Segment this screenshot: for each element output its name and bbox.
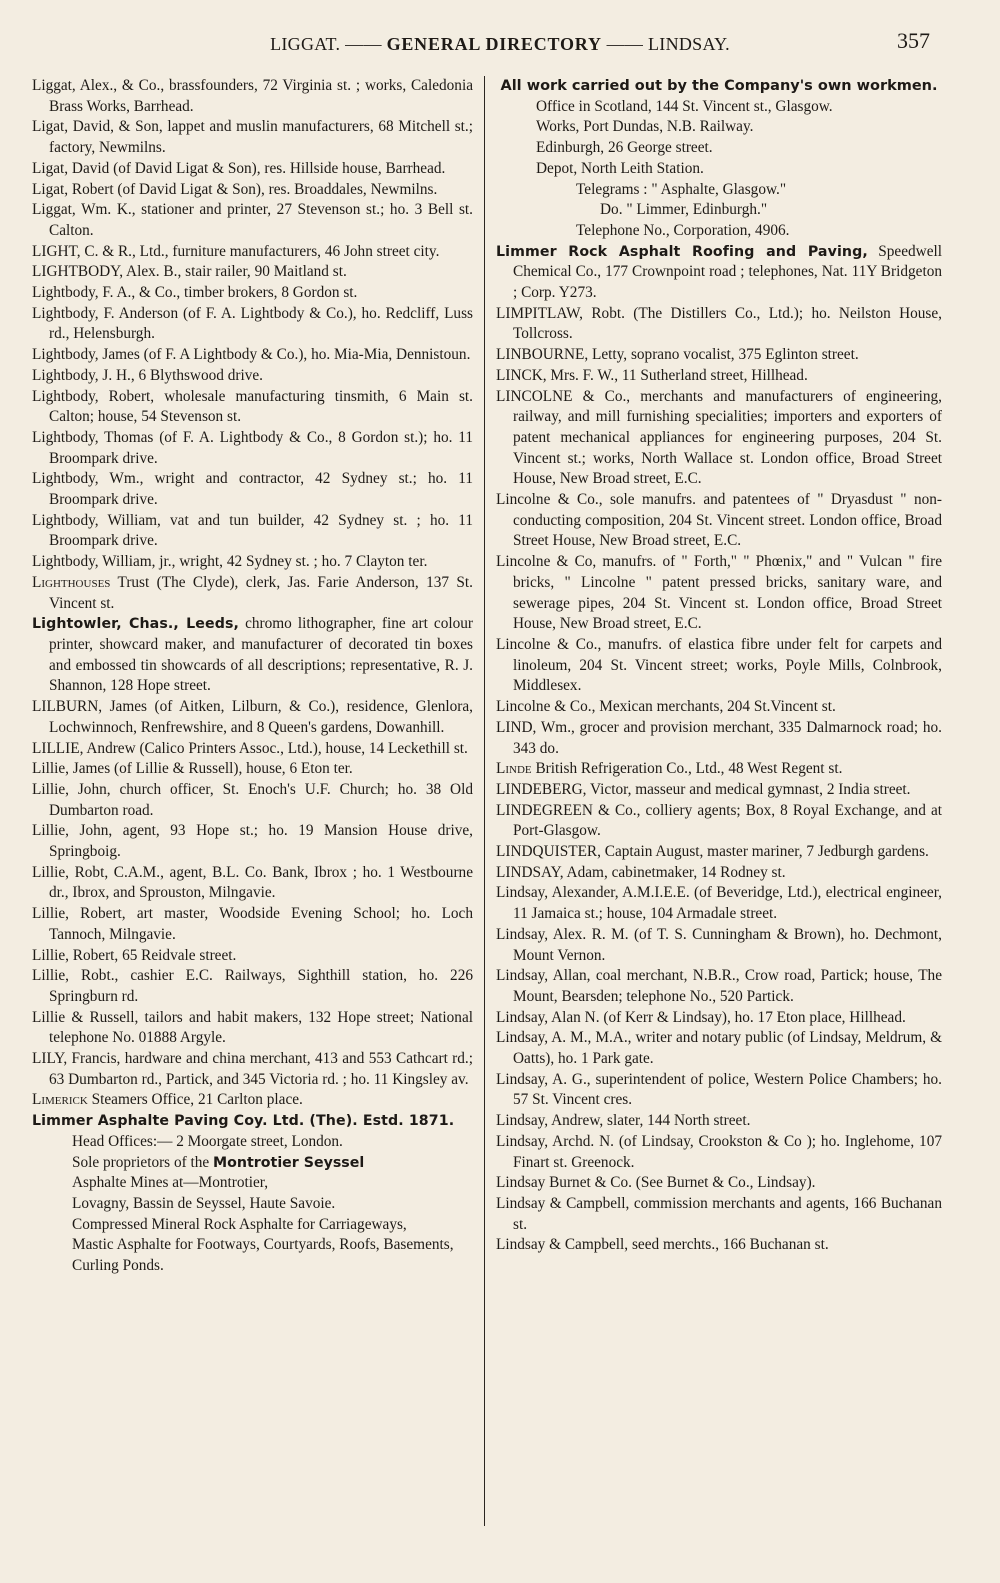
directory-entry: Ligat, David, & Son, lappet and muslin manufacturers, 68 Mitchell st.; factory, Newmilns.: [32, 118, 473, 157]
directory-entry: LILBURN, James (of Aitken, Lilburn, & Co.), residence, Glenlora, Lochwinnoch, Renfrewshire, and 8 Queen's gardens, Dowanhill.: [32, 698, 473, 736]
directory-entry: LINBOURNE, Letty, soprano vocalist, 375 Eglinton street.: [496, 346, 859, 364]
directory-entry: LIGHT, C. & R., Ltd., furniture manufacturers, 46 John street city.: [32, 242, 440, 260]
directory-entry: LILY, Francis, hardware and china merchant, 413 and 553 Cathcart rd.; 63 Dumbarton rd., Partick, and 345 Victoria rd. ; ho. 11 Kingsley av.: [32, 1050, 473, 1088]
entry-name: Linde: [496, 760, 532, 778]
advert-line: Compressed Mineral Rock Asphalte for Carriageways,: [72, 1215, 407, 1233]
entry-details: Steamers Office, 21 Carlton place.: [87, 1091, 303, 1109]
directory-entry: Lillie, James (of Lillie & Russell), house, 6 Eton ter.: [32, 760, 353, 778]
directory-entry: LINDEBERG, Victor, masseur and medical gymnast, 2 India street.: [496, 780, 911, 798]
advert-line: Depot, North Leith Station.: [536, 159, 704, 177]
advert-line: [32, 1153, 473, 1174]
directory-entry: Lightbody, Thomas (of F. A. Lightbody & Co., 8 Gordon st.); ho. 11 Broompark drive.: [32, 428, 473, 467]
directory-entry: Liggat, Alex., & Co., brassfounders, 72 Virginia st. ; works, Caledonia Brass Works, Barrhead.: [32, 77, 473, 115]
directory-entry: Lillie & Russell, tailors and habit makers, 132 Hope street; National telephone No. 01888 Argyle.: [32, 1008, 473, 1047]
directory-entry-linde: [496, 759, 942, 780]
directory-entry: Lightbody, F. Anderson (of F. A. Lightbody & Co.), ho. Redcliff, Luss rd., Helensburgh.: [32, 304, 473, 343]
directory-entry: Lindsay, Allan, coal merchant, N.B.R., Crow road, Partick; house, The Mount, Bearsden; telephone No., 520 Partick.: [496, 967, 942, 1005]
directory-entry-limmer-asphalte: [32, 1111, 473, 1132]
directory-entry: LINDQUISTER, Captain August, master mariner, 7 Jedburgh gardens.: [496, 843, 929, 861]
directory-entry: Lincolne & Co., sole manufrs. and patentees of " Dryasdust " non-conducting composition, 204 St. Vincent street. London office, Broad Street House, New Broad street, E.C.: [496, 491, 942, 550]
entry-name-bold: Limmer Asphalte Paving Coy. Ltd. (The). Estd. 1871.: [32, 1113, 455, 1130]
page-header: [0, 28, 1000, 62]
directory-entry-limerick: [32, 1090, 473, 1111]
running-head-title: GENERAL DIRECTORY: [386, 34, 602, 54]
directory-columns: [32, 76, 942, 1526]
entry-name-bold: Limmer Rock Asphalt Roofing and Paving,: [496, 243, 868, 260]
directory-entry-lightowler: [32, 614, 473, 697]
directory-entry: Ligat, David (of David Ligat & Son), res. Hillside house, Barrhead.: [32, 159, 446, 177]
advert-line: Mastic Asphalte for Footways, Courtyards, Roofs, Basements, Curling Ponds.: [72, 1236, 454, 1275]
directory-entry: Lightbody, Robert, wholesale manufacturing tinsmith, 6 Main st. Calton; house, 54 Stevenson st.: [32, 387, 473, 426]
advert-line: Edinburgh, 26 George street.: [536, 139, 713, 157]
advert-line: Works, Port Dundas, N.B. Railway.: [536, 118, 754, 136]
directory-entry: Lillie, Robert, art master, Woodside Evening School; ho. Loch Tannoch, Milngavie.: [32, 905, 473, 943]
directory-entry: Lightbody, F. A., & Co., timber brokers, 8 Gordon st.: [32, 284, 358, 302]
directory-entry: LINCOLNE & Co., merchants and manufacturers of engineering, railway, and mill furnishing specialities; importers and exporters of patent mechanical appliances for engineering purposes, 204 St. Vincent st.; works, North Wallace st. London office, Broad Street House, New Broad street, E.C.: [496, 387, 942, 488]
running-head-right: LINDSAY.: [647, 34, 730, 54]
directory-entry: Lightbody, William, jr., wright, 42 Sydney st. ; ho. 7 Clayton ter.: [32, 553, 428, 571]
advert-line: Head Offices:— 2 Moorgate street, London.: [72, 1132, 343, 1150]
entry-name: Lighthouses: [32, 573, 111, 591]
advert-line: Lovagny, Bassin de Seyssel, Haute Savoie.: [72, 1194, 336, 1212]
entry-details: British Refrigeration Co., Ltd., 48 West Regent st.: [531, 760, 843, 778]
directory-entry: Lillie, Robt., cashier E.C. Railways, Sighthill station, ho. 226 Springburn rd.: [32, 967, 473, 1005]
entry-name: Limerick: [32, 1091, 88, 1109]
running-head-left: LIGGAT.: [270, 34, 341, 54]
entry-details: chromo lithographer, fine art colour printer, showcard maker, and manufacturer of decorated tin boxes and embossed tin showcards of all descriptions; representative, R. J. Shannon, 128 Hope street.: [49, 615, 473, 695]
directory-entry: LINCK, Mrs. F. W., 11 Sutherland street, Hillhead.: [496, 366, 808, 384]
advert-line: Office in Scotland, 144 St. Vincent st., Glasgow.: [536, 97, 833, 115]
directory-entry: LINDSAY, Adam, cabinetmaker, 14 Rodney st.: [496, 863, 786, 881]
running-head: [0, 34, 1000, 55]
directory-entry-limmer-rock: [496, 242, 942, 304]
entry-details: Trust (The Clyde), clerk, Jas. Farie Anderson, 137 St. Vincent st.: [49, 573, 473, 612]
directory-entry: LIMPITLAW, Robt. (The Distillers Co., Ltd.); ho. Neilston House, Tollcross.: [496, 304, 942, 343]
advert-line: Telephone No., Corporation, 4906.: [576, 221, 790, 239]
directory-entry: Lindsay Burnet & Co. (See Burnet & Co., Lindsay).: [496, 1174, 816, 1192]
directory-entry: Ligat, Robert (of David Ligat & Son), res. Broaddales, Newmilns.: [32, 180, 438, 198]
left-column: [32, 76, 484, 1526]
directory-entry: LILLIE, Andrew (Calico Printers Assoc., Ltd.), house, 14 Leckethill st.: [32, 739, 468, 757]
directory-entry: Lindsay, Alan N. (of Kerr & Lindsay), ho. 17 Eton place, Hillhead.: [496, 1008, 906, 1026]
directory-entry: Lindsay & Campbell, seed merchts., 166 Buchanan st.: [496, 1236, 829, 1254]
directory-entry: LIND, Wm., grocer and provision merchant, 335 Dalmarnock road; ho. 343 do.: [496, 718, 942, 757]
directory-entry: LINDEGREEN & Co., colliery agents; Box, 8 Royal Exchange, and at Port-Glasgow.: [496, 801, 942, 840]
directory-entry: Lincolne & Co., manufrs. of elastica fibre under felt for carpets and linoleum, 204 St. Vincent street; works, Poyle Mills, Colnbrook, Middlesex.: [496, 635, 942, 695]
directory-entry: LIGHTBODY, Alex. B., stair railer, 90 Maitland st.: [32, 263, 347, 281]
running-head-rule-left: ——: [345, 34, 382, 54]
directory-entry: Lightbody, William, vat and tun builder, 42 Sydney st. ; ho. 11 Broompark drive.: [32, 511, 473, 550]
directory-entry: Lillie, John, agent, 93 Hope st.; ho. 19 Mansion House drive, Springboig.: [32, 822, 473, 861]
directory-entry: Lightbody, Wm., wright and contractor, 42 Sydney st.; ho. 11 Broompark drive.: [32, 470, 473, 509]
directory-entry-lighthouses: [32, 573, 473, 614]
directory-entry: Lincolne & Co, manufrs. of " Forth," " Phœnix," and " Vulcan " fire bricks, " Lincolne " patent pressed bricks, sanitary ware, and sewerage pipes, 204 St. Vincent st. London office, Broad Street House, New Broad street, E.C.: [496, 553, 942, 633]
directory-entry: Lindsay, Alex. R. M. (of T. S. Cunningham & Brown), ho. Dechmont, Mount Vernon.: [496, 925, 942, 964]
directory-entry: Lightbody, J. H., 6 Blythswood drive.: [32, 366, 264, 384]
advert-bold-text: Montrotier Seyssel: [213, 1154, 365, 1171]
directory-entry: Lindsay, Alexander, A.M.I.E.E. (of Beveridge, Ltd.), electrical engineer, 11 Jamaica st.; house, 104 Armadale street.: [496, 884, 942, 923]
advert-line: Asphalte Mines at—Montrotier,: [72, 1174, 269, 1192]
directory-entry: Lindsay, Archd. N. (of Lindsay, Crookston & Co ); ho. Inglehome, 107 Finart st. Greenock.: [496, 1132, 942, 1171]
directory-entry: Lindsay, A. G., superintendent of police, Western Police Chambers; ho. 57 St. Vincent cres.: [496, 1070, 942, 1109]
directory-entry: Lincolne & Co., Mexican merchants, 204 St.Vincent st.: [496, 698, 836, 716]
directory-entry: Liggat, Wm. K., stationer and printer, 27 Stevenson st.; ho. 3 Bell st. Calton.: [32, 201, 473, 239]
directory-entry: Lillie, Robt, C.A.M., agent, B.L. Co. Bank, Ibrox ; ho. 1 Westbourne dr., Ibrox, and Sprouston, Milngavie.: [32, 863, 473, 902]
advert-line: Telegrams : " Asphalte, Glasgow.": [576, 180, 787, 198]
right-column: [484, 76, 942, 1526]
advert-notice-title: All work carried out by the Company's own workmen.: [500, 78, 938, 94]
directory-entry: Lillie, Robert, 65 Reidvale street.: [32, 946, 237, 964]
entry-details: Speedwell Chemical Co., 177 Crownpoint road ; telephones, Nat. 11Y Bridgeton ; Corp. Y273.: [513, 242, 942, 302]
page-number: 357: [897, 28, 930, 53]
advert-line: Do. " Limmer, Edinburgh.": [600, 201, 768, 219]
directory-entry: Lillie, John, church officer, St. Enoch's U.F. Church; ho. 38 Old Dumbarton road.: [32, 780, 473, 819]
directory-entry: Lindsay, A. M., M.A., writer and notary public (of Lindsay, Meldrum, & Oatts), ho. 1 Park gate.: [496, 1029, 942, 1068]
entry-name-bold: Lightowler, Chas., Leeds,: [32, 616, 240, 633]
directory-entry: Lightbody, James (of F. A Lightbody & Co.), ho. Mia-Mia, Dennistoun.: [32, 346, 471, 364]
running-head-rule-right: ——: [606, 34, 644, 54]
directory-entry: Lindsay, Andrew, slater, 144 North street.: [496, 1112, 751, 1130]
directory-entry: Lindsay & Campbell, commission merchants and agents, 166 Buchanan st.: [496, 1194, 942, 1233]
advert-line-text: Sole proprietors of the: [72, 1153, 214, 1171]
